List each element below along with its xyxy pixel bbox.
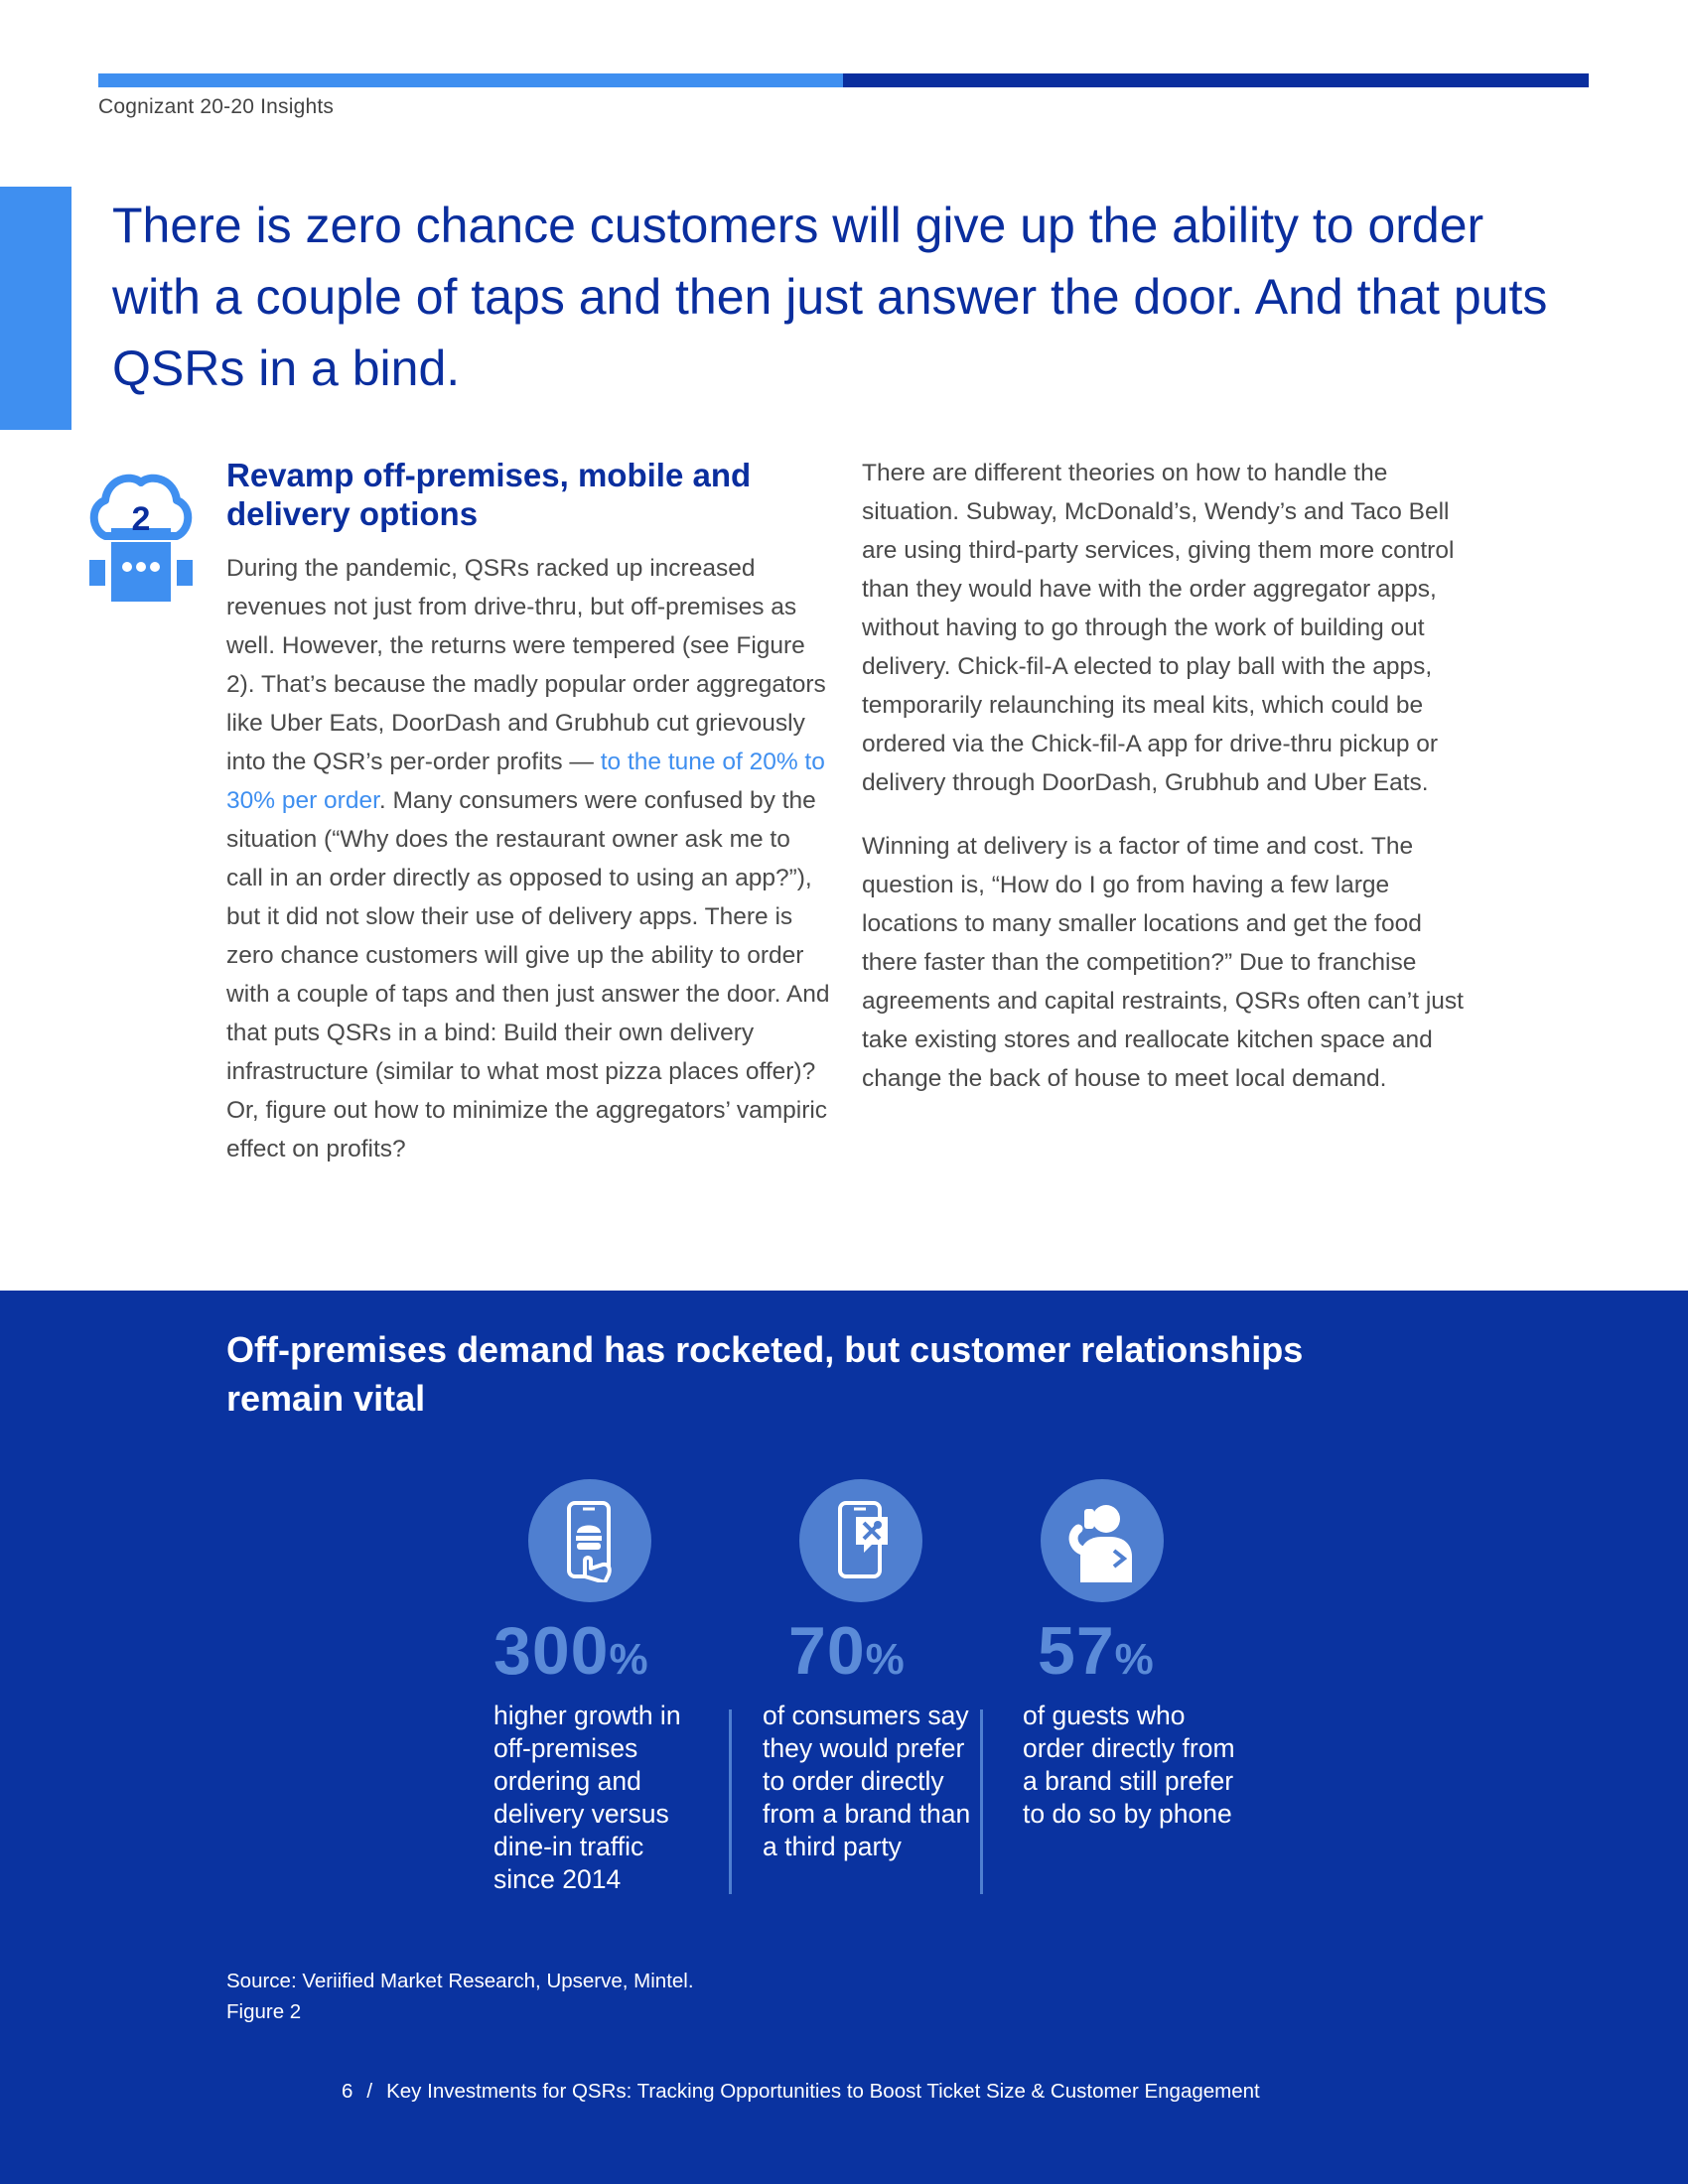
pull-quote: There is zero chance customers will give up the ability to order with a couple of taps and then just answer the door. And that puts QSRs in a bind. [112,198,1548,396]
phone-food-order-icon [528,1479,651,1602]
stat-value: 57% [1038,1613,1155,1689]
report-title: Key Investments for QSRs: Tracking Opportunities to Boost Ticket Size & Customer Engagement [386,2080,1260,2103]
left-column-text [226,549,832,1168]
right-paragraph-2: Winning at delivery is a factor of time and cost. The question is, “How do I go from having a few large locations to many smaller locations and get the food there faster than the competition?” Due to franchise agreements and capital restraints, QSRs often can’t just take existing stores and reallocate kitchen space and change the back of house to meet local demand. [862,833,1464,1092]
footer-separator: / [366,2080,373,2103]
chef-hat-number-icon [85,459,197,608]
person-on-phone-icon [1041,1479,1164,1602]
source-text: Source: Veriified Market Research, Upserve, Mintel. [226,1970,694,1992]
stat-divider [729,1709,732,1894]
right-paragraph-1: There are different theories on how to handle the situation. Subway, McDonald’s, Wendy’s and Taco Bell are using third-party services, giving them more control than they would have with the order aggregator apps, without having to go through the work of building out delivery. Chick-fil-A elected to play ball with the apps, temporarily relaunching its meal kits, which could be ordered via the Chick-fil-A app for drive-thru pickup or delivery through DoorDash, Grubhub and Uber Eats. [862,460,1455,796]
top-accent-bar-dark [843,73,1589,87]
stat-divider [980,1709,983,1894]
stat-off-premises-growth [493,1479,732,1894]
per-order-profit-link[interactable]: to the tune of 20% to 30% per order [226,749,825,814]
stat-prefer-direct [763,1479,1001,1861]
left-text-part-2: . Many consumers were confused by the situation (“Why does the restaurant owner ask me to call in an order directly as opposed to using an app?”), but it did not slow their use of delivery apps. There is zero chance customers will give up the ability to order with a couple of taps and then just answer the door. And that puts QSRs in a bind: Build their own delivery infrastructure (similar to what most pizza places offer)? Or, figure out how to minimize the aggregators’ vampiric effect on profits? [226,787,830,1162]
right-column-text [862,454,1468,1123]
publication-label: Cognizant 20-20 Insights [98,95,335,118]
stat-order-by-phone [1023,1479,1261,1829]
figure-label: Figure 2 [226,2000,302,2023]
figure-source [226,1966,694,2027]
phone-utensils-icon [799,1479,922,1602]
top-accent-bar-light [98,73,843,87]
section-heading: Revamp off-premises, mobile and delivery options [226,457,752,532]
pull-quote-accent-bar [0,187,71,430]
stat-description: higher growth in off-premises ordering and delivery versus dine-in traffic since 2014 [493,1701,681,1894]
stat-description: of guests who order directly from a brand still prefer to do so by phone [1023,1701,1235,1829]
page-footer [342,2080,1260,2104]
stat-description: of consumers say they would prefer to order directly from a brand than a third party [763,1701,971,1861]
section-number: 2 [131,500,151,538]
stat-value: 70% [788,1613,906,1689]
stat-value: 300% [493,1613,649,1689]
page-number: 6 [342,2080,353,2103]
left-text-part-1: During the pandemic, QSRs racked up increased revenues not just from drive-thru, but off-premises as well. However, the returns were tempered (see Figure 2). That’s because the madly popular order aggregators like Uber Eats, DoorDash and Grubhub cut grievously into the QSR’s per-order profits — [226,555,826,775]
figure-title: Off-premises demand has rocketed, but customer relationships remain vital [226,1329,1304,1419]
